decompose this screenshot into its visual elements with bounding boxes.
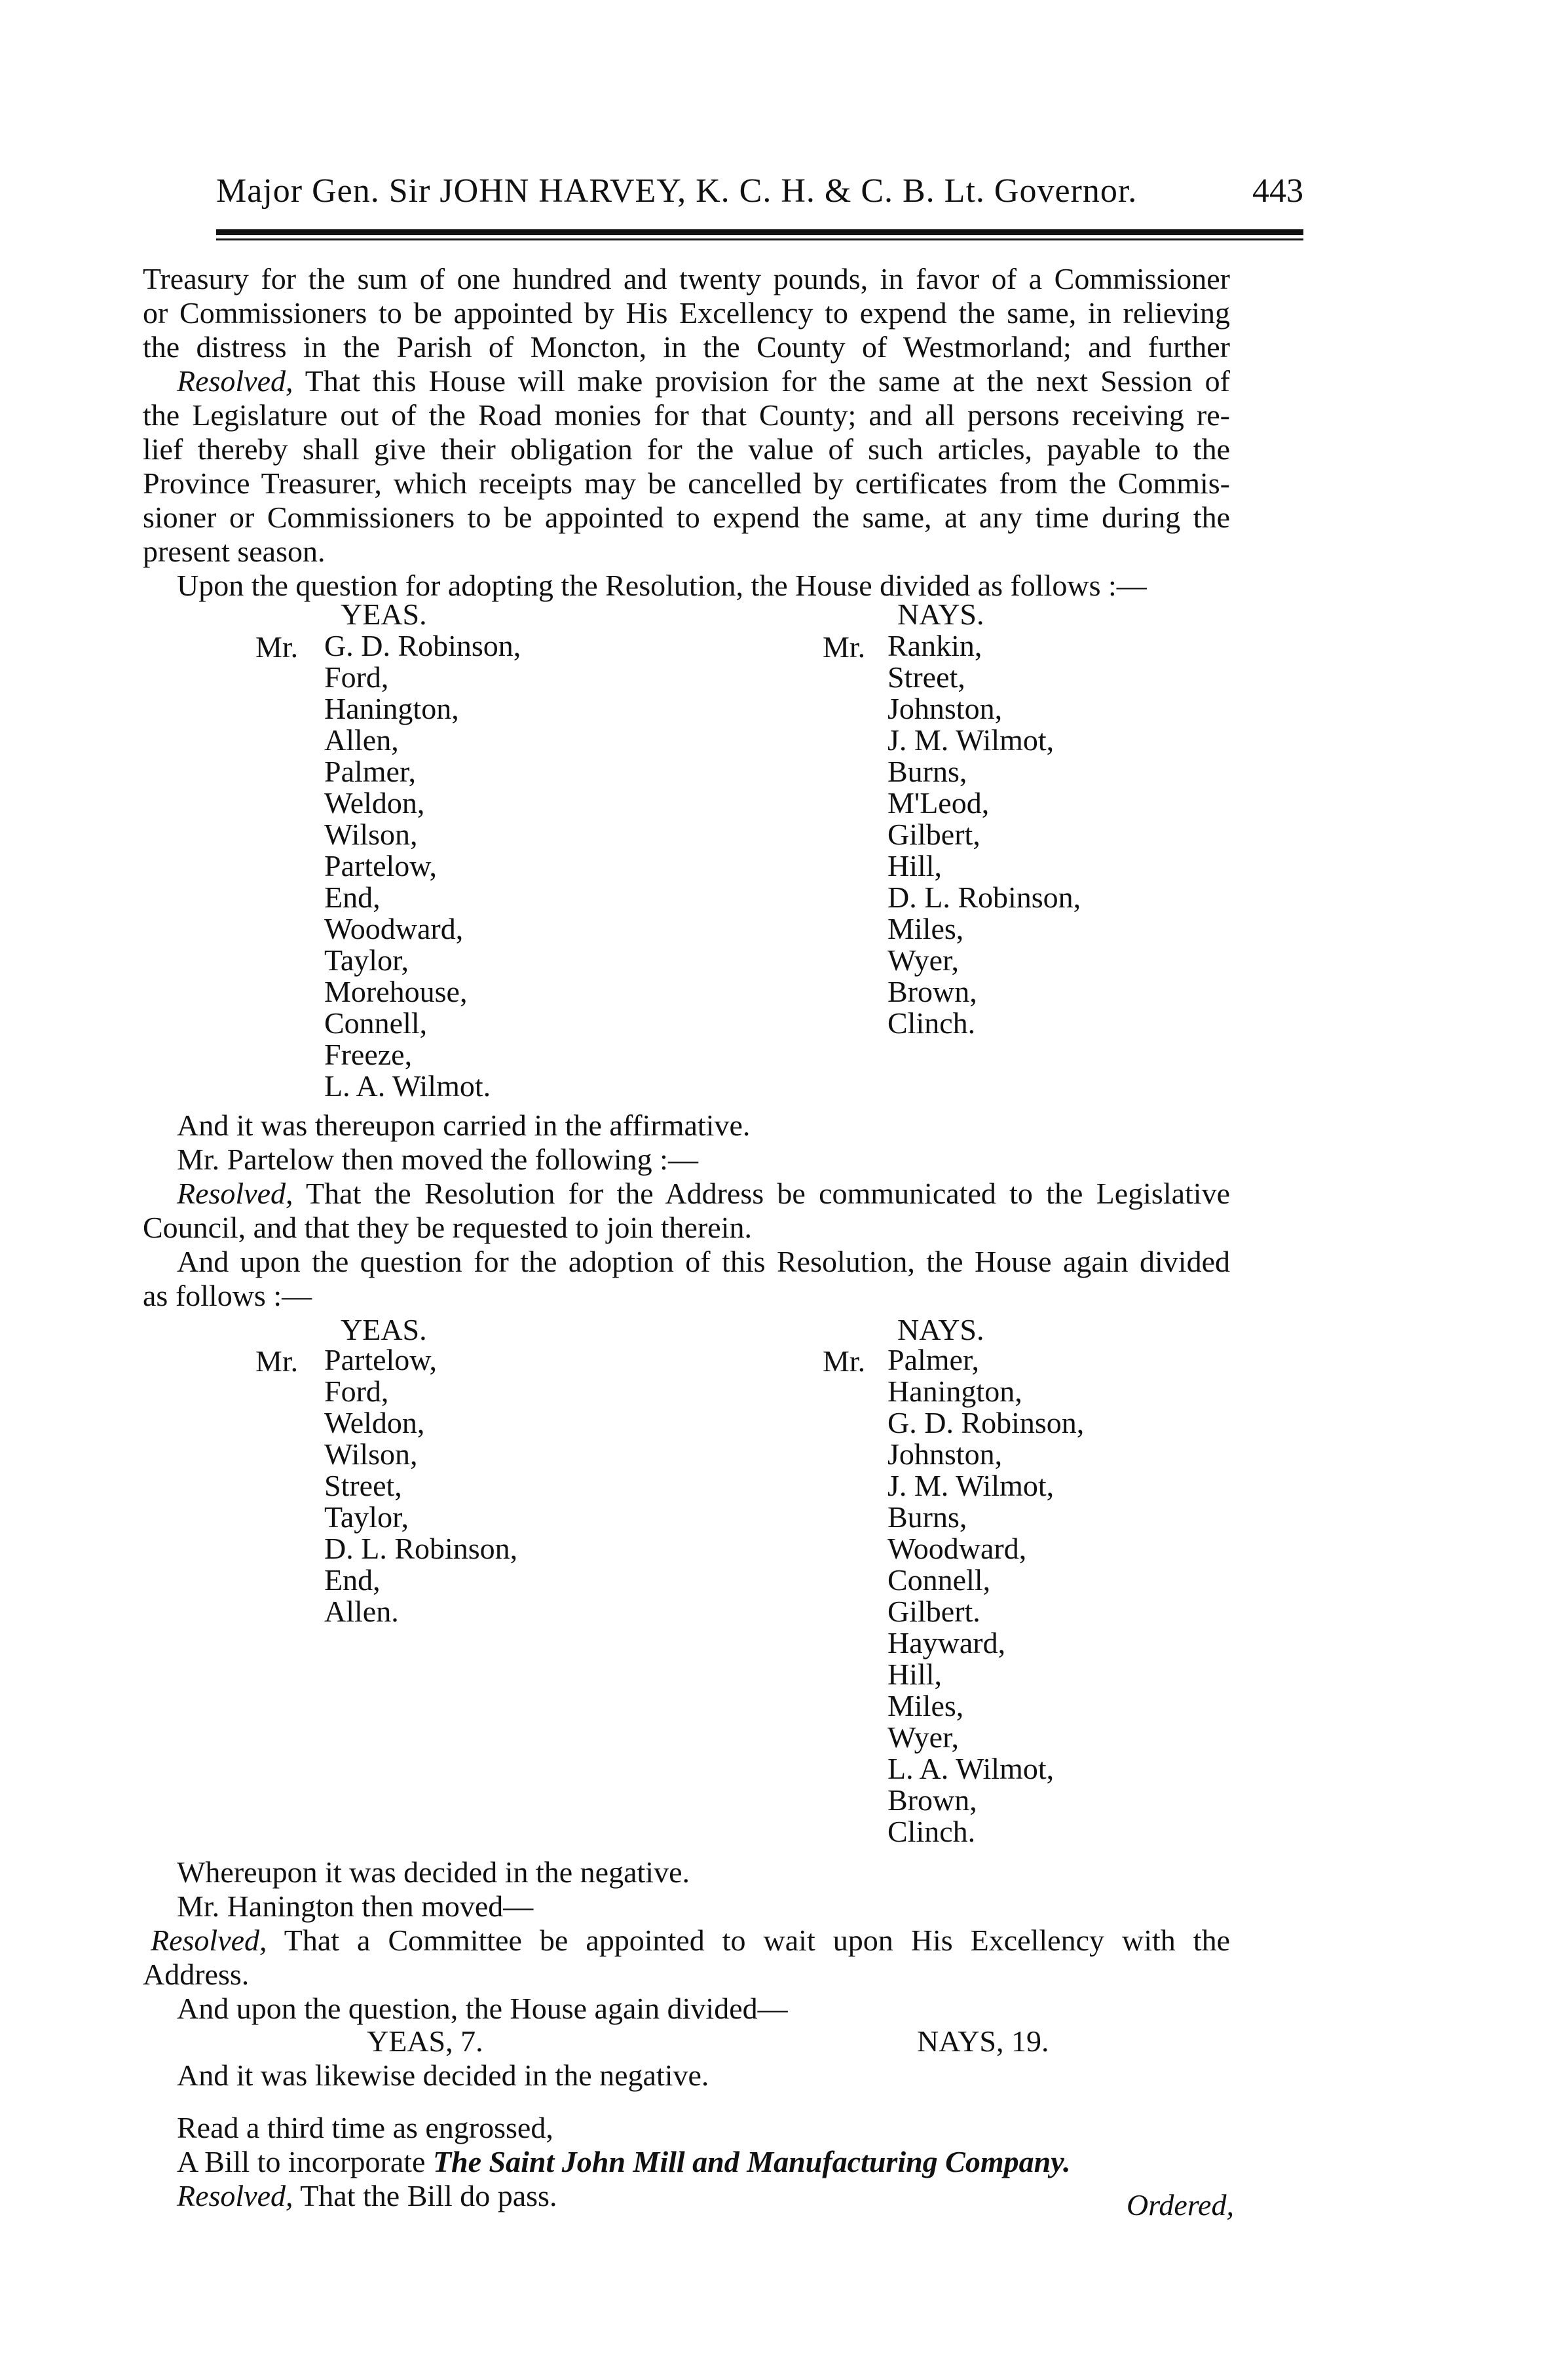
resolution-2-line-2: Council, and that they be requested to join therein.: [143, 1211, 752, 1244]
vote1-yea-member: Partelow,: [324, 849, 438, 882]
vote2-yea-member: Street,: [324, 1469, 402, 1502]
question-2-line-2: as follows :—: [143, 1279, 312, 1312]
vote1-nay-member: Miles,: [887, 912, 964, 945]
resolved-bill-pass: Resolved, That the Bill do pass.: [177, 2179, 557, 2212]
vote3-nays: NAYS, 19.: [917, 2024, 1049, 2058]
vote2-yea-member: Taylor,: [324, 1500, 409, 1534]
vote2-yea-member: Wilson,: [324, 1437, 418, 1471]
vote1-yeas-heading: YEAS.: [341, 597, 427, 631]
vote1-nay-member: J. M. Wilmot,: [887, 723, 1055, 757]
vote2-nay-member: Johnston,: [887, 1437, 1003, 1471]
question-3: And upon the question, the House again divided—: [177, 1992, 788, 2025]
vote1-nay-member: D. L. Robinson,: [887, 881, 1081, 914]
header-rule-thick: [216, 229, 1303, 235]
resolution-2-line-1: Resolved, That the Resolution for the Address be communicated to the Legislative: [177, 1177, 1230, 1210]
vote2-nay-member: Hanington,: [887, 1375, 1022, 1408]
vote2-yeas-prefix: Mr.: [255, 1344, 299, 1378]
para1-line-3: the distress in the Parish of Moncton, in the County of Westmorland; and further: [143, 330, 1230, 364]
vote2-nays-heading: NAYS.: [897, 1313, 984, 1346]
vote1-nay-member: Wyer,: [887, 943, 960, 977]
question-1: Upon the question for adopting the Resolution, the House divided as follows :—: [177, 569, 1147, 602]
vote1-yeas-prefix: Mr.: [255, 630, 299, 664]
vote1-yea-member: L. A. Wilmot.: [324, 1069, 491, 1103]
vote2-yea-member: D. L. Robinson,: [324, 1532, 518, 1565]
vote1-nay-member: Brown,: [887, 975, 977, 1008]
vote2-nay-member: Burns,: [887, 1500, 967, 1534]
para1-line-1: Treasury for the sum of one hundred and twenty pounds, in favor of a Commissioner: [143, 262, 1230, 295]
para2-line-5: sioner or Commissioners to be appointed to expend the same, at any time during the: [143, 501, 1230, 534]
vote1-nays-list: [887, 630, 1081, 1039]
vote1-yea-member: End,: [324, 881, 381, 914]
vote2-nay-member: Hayward,: [887, 1626, 1006, 1660]
vote1-nays-heading: NAYS.: [897, 597, 984, 631]
vote1-yea-member: Palmer,: [324, 755, 416, 788]
header-rule-thin: [216, 238, 1303, 240]
question-2-line-1: And upon the question for the adoption of this Resolution, the House again divided: [177, 1245, 1230, 1278]
vote1-yea-member: G. D. Robinson,: [324, 629, 521, 662]
vote1-yea-member: Weldon,: [324, 786, 425, 820]
vote1-yea-member: Wilson,: [324, 818, 418, 851]
vote1-yea-member: Hanington,: [324, 692, 459, 725]
vote2-nay-member: Brown,: [887, 1783, 977, 1817]
para2-line-2: the Legislature out of the Road monies for that County; and all persons receiving re-: [143, 398, 1230, 432]
vote2-yea-member: Ford,: [324, 1375, 389, 1408]
para2-line-1: Resolved, That this House will make provision for the same at the next Session of: [177, 364, 1231, 398]
vote1-yea-member: Connell,: [324, 1006, 428, 1040]
vote2-nay-member: Miles,: [887, 1689, 964, 1722]
vote1-nay-member: Clinch.: [887, 1006, 976, 1040]
vote1-nay-member: Johnston,: [887, 692, 1003, 725]
vote1-yea-member: Woodward,: [324, 912, 464, 945]
vote2-nays-prefix: Mr.: [823, 1344, 866, 1378]
motion-2: Mr. Partelow then moved the following :—: [177, 1143, 698, 1176]
result-1: And it was thereupon carried in the affirmative.: [177, 1109, 751, 1142]
vote1-nay-member: Burns,: [887, 755, 967, 788]
vote2-nays-list: [887, 1344, 1084, 1848]
vote2-nay-member: Gilbert.: [887, 1595, 980, 1628]
vote1-yea-member: Ford,: [324, 660, 389, 694]
bill-name: The Saint John Mill and Manufacturing Company.: [432, 2145, 1071, 2178]
vote2-nay-member: Woodward,: [887, 1532, 1027, 1565]
vote2-yeas-heading: YEAS.: [341, 1313, 427, 1346]
para2-line-3: lief thereby shall give their obligation for the value of such articles, payable to the: [143, 432, 1230, 466]
result-3: And it was likewise decided in the negative.: [177, 2058, 709, 2092]
vote1-nay-member: M'Leod,: [887, 786, 990, 820]
resolution-3-line-2: Address.: [143, 1958, 250, 1991]
vote2-nay-member: J. M. Wilmot,: [887, 1469, 1055, 1502]
vote2-nay-member: Wyer,: [887, 1720, 960, 1754]
vote2-nay-member: Clinch.: [887, 1815, 976, 1848]
vote2-yea-member: Partelow,: [324, 1343, 438, 1376]
para2-line-6: present season.: [143, 535, 326, 568]
running-header: [216, 172, 1303, 224]
page-number: 443: [1252, 172, 1303, 210]
running-title: Major Gen. Sir JOHN HARVEY, K. C. H. & C. B. Lt. Governor.: [216, 172, 1138, 210]
bill-line: A Bill to incorporate The Saint John Mill and Manufacturing Company.: [177, 2145, 1071, 2178]
vote1-nay-member: Gilbert,: [887, 818, 980, 851]
vote1-yea-member: Morehouse,: [324, 975, 468, 1008]
vote1-nay-member: Rankin,: [887, 629, 982, 662]
vote2-nay-member: G. D. Robinson,: [887, 1406, 1085, 1439]
result-2: Whereupon it was decided in the negative.: [177, 1855, 690, 1889]
vote2-nay-member: Hill,: [887, 1658, 943, 1691]
vote1-yea-member: Freeze,: [324, 1038, 413, 1071]
vote1-nay-member: Street,: [887, 660, 965, 694]
motion-3: Mr. Hanington then moved—: [177, 1889, 534, 1923]
vote3-yeas: YEAS, 7.: [367, 2024, 483, 2058]
vote2-yea-member: End,: [324, 1563, 381, 1597]
read-third-time: Read a third time as engrossed,: [177, 2111, 553, 2144]
vote2-yea-member: Weldon,: [324, 1406, 425, 1439]
vote2-nay-member: L. A. Wilmot,: [887, 1752, 1055, 1785]
vote2-yeas-list: [324, 1344, 517, 1627]
vote2-nay-member: Palmer,: [887, 1343, 979, 1376]
vote1-yea-member: Allen,: [324, 723, 399, 757]
vote2-nay-member: Connell,: [887, 1563, 991, 1597]
resolved-word: Resolved,: [177, 364, 293, 398]
vote1-nays-prefix: Mr.: [823, 630, 866, 664]
vote1-yea-member: Taylor,: [324, 943, 409, 977]
catchword: Ordered,: [1127, 2188, 1234, 2222]
para2-line-4: Province Treasurer, which receipts may be cancelled by certificates from the Commis-: [143, 466, 1230, 500]
resolution-3-line-1: Resolved, That a Committee be appointed to wait upon His Excellency with the: [151, 1924, 1231, 1957]
para1-line-2: or Commissioners to be appointed by His Excellency to expend the same, in relieving: [143, 296, 1230, 330]
vote2-yea-member: Allen.: [324, 1595, 399, 1628]
vote1-nay-member: Hill,: [887, 849, 943, 882]
vote1-yeas-list: [324, 630, 521, 1102]
